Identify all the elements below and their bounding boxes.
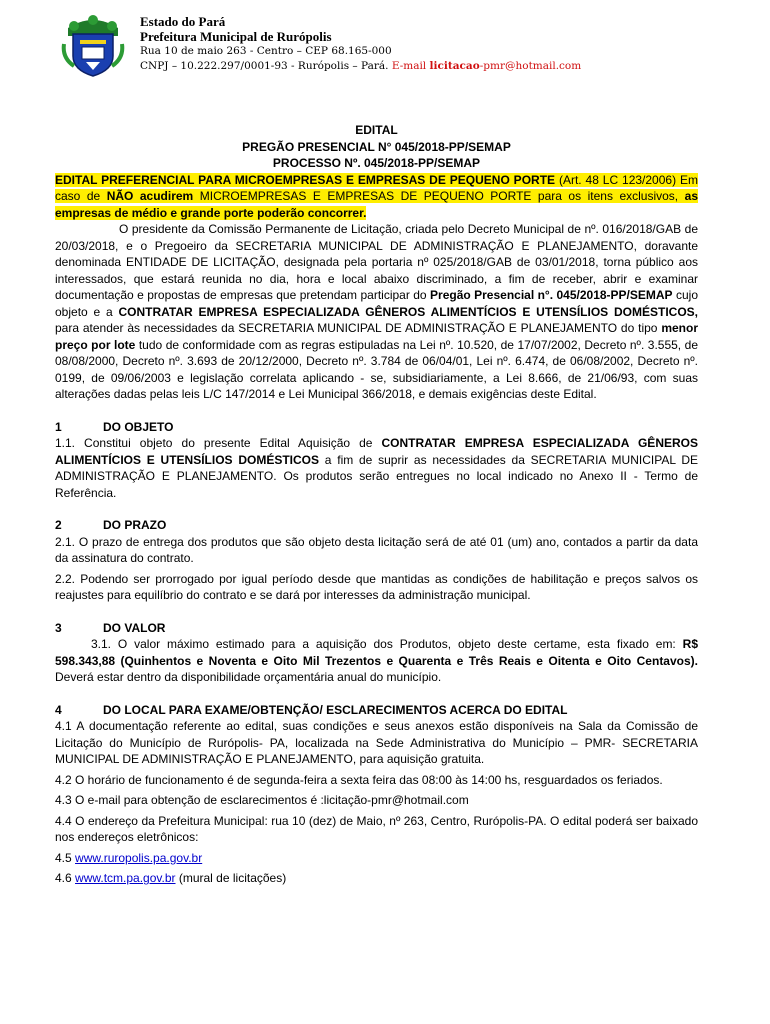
section-1-heading: 1 DO OBJETO <box>55 419 174 434</box>
section-3-text: 3.1. O valor máximo estimado para a aquisição dos Produtos, objeto deste certame, esta fixado em: R$ 598.343,88 (Quinhentos e Noventa e Oito Mil Trezentos e Quarenta e Três Reais e Oitenta e Oito Centavos). Deverá estar dentro da disponibilidade orçamentária anual do município. <box>55 637 698 684</box>
email-rest: -pmr@hotmail.com <box>479 60 582 72</box>
document-body <box>55 122 698 887</box>
ruropolis-link[interactable]: www.ruropolis.pa.gov.br <box>75 850 203 865</box>
section-3-heading: 3 DO VALOR <box>55 620 166 635</box>
email[interactable] <box>392 60 581 72</box>
letterhead <box>60 14 740 78</box>
address: Rua 10 de maio 263 - Centro – CEP 68.165-000 <box>140 45 392 57</box>
section-4-2: 4.2 O horário de funcionamento é de segunda-feira a sexta feira das 08:00 às 14:00 hs, resguardados os feriados. <box>55 772 663 787</box>
section-2-1: 2.1. O prazo de entrega dos produtos que são objeto desta licitação será de até 01 (um) ano, contados a partir da data da assinatura do contrato. <box>55 534 698 565</box>
pregao-title: PREGÃO PRESENCIAL N° 045/2018-PP/SEMAP <box>242 139 511 154</box>
section-4-heading: 4 DO LOCAL PARA EXAME/OBTENÇÃO/ ESCLARECIMENTOS ACERCA DO EDITAL <box>55 702 568 717</box>
intro-paragraph: O presidente da Comissão Permanente de Licitação, criada pelo Decreto Municipal de nº. 016/2018/GAB de 20/03/2018, e o Pregoeiro da SECRETARIA MUNICIPAL DE ADMINISTRAÇÃO E PLANEJAMENTO, doravante denominada ENTIDADE DE LICITAÇÃO, designada pela portaria nº 025/2018/GAB de 03/01/2018, torna público aos interessados, que estará reunida no dia, hora e local abaixo discriminado, a fim de receber, abrir e examinar documentação e propostas de empresas que pretendam participar do Pregão Presencial n°. 045/2018-PP/SEMAP cujo objeto e a CONTRATAR EMPRESA ESPECIALIZADA GÊNEROS ALIMENTÍCIOS E UTENSÍLIOS DOMÉSTICOS, para atender às necessidades da SECRETARIA MUNICIPAL DE ADMINISTRAÇÃO E PLANEJAMENTO do tipo menor preço por lote tudo de conformidade com as regras estipuladas na Lei nº. 10.520, de 17/07/2002, Decreto nº. 3.555, de 08/08/2000, Decreto nº. 3.693 de 20/12/2000, Decreto nº. 3.784 de 06/04/01, Lei nº. 6.474, de 06/08/2002, Decreto nº. 0199, de 09/06/2003 e legislação correlata aplicando - se, subsidiariamente, a Lei 8.666, de 21/06/93, com suas alterações dadas pelas leis L/C 147/2014 e Lei Municipal 366/2018, e demais exigências deste Edital. <box>55 222 698 401</box>
section-4-3: 4.3 O e-mail para obtenção de esclarecimentos é :licitação-pmr@hotmail.com <box>55 793 469 807</box>
city-hall-name: Prefeitura Municipal de Rurópolis <box>140 29 332 44</box>
edital-title: EDITAL <box>355 123 398 137</box>
preferential-notice: EDITAL PREFERENCIAL PARA MICROEMPRESAS E EMPRESAS DE PEQUENO PORTE (Art. 48 LC 123/2006) Em caso de NÃO acudirem MICROEMPRESAS E EMPRESAS DE PEQUENO PORTE para os itens exclusivos, as empresas de médio e grande porte poderão concorrer. <box>55 172 698 220</box>
section-4-1: 4.1 A documentação referente ao edital, suas condições e seus anexos estão disponíveis na Sala da Comissão de Licitação do Município de Rurópolis- PA, localizada na Sede Administrativa do Município – PMR- SECRETARIA MUNICIPAL DE ADMINISTRAÇÃO E PLANEJAMENTO, para aquisição gratuita. <box>55 719 698 766</box>
section-1-text: 1.1. Constitui objeto do presente Edital Aquisição de CONTRATAR EMPRESA ESPECIALIZADA GÊNEROS ALIMENTÍCIOS E UTENSÍLIOS DOMÉSTICOS a fim de suprir as necessidades da SECRETARIA MUNICIPAL DE ADMINISTRAÇÃO E PLANEJAMENTO. Os produtos serão entregues no local indicado no Anexo II - Termo de Referência. <box>55 436 699 500</box>
processo-title: PROCESSO Nº. 045/2018-PP/SEMAP <box>272 156 481 170</box>
cnpj: CNPJ – 10.222.297/0001-93 - Rurópolis – Pará. <box>140 60 389 72</box>
email-label: E-mail <box>391 60 427 72</box>
section-2-2: 2.2. Podendo ser prorrogado por igual período desde que mantidas as condições de habilitação e preços salvos os reajustes para equilíbrio do contrato e se dará por interesses da administração municipal. <box>55 571 698 602</box>
section-4-6: 4.6 www.tcm.pa.gov.br (mural de licitações) <box>55 871 287 885</box>
state-name: Estado do Pará <box>140 14 226 29</box>
section-4-4: 4.4 O endereço da Prefeitura Municipal: rua 10 (dez) de Maio, nº 263, Centro, Rurópolis-PA. O edital poderá ser baixado nos endereços eletrônicos: <box>55 813 698 844</box>
email-bold: licitacao <box>429 60 480 72</box>
municipal-coat-of-arms-icon <box>60 14 126 78</box>
section-4-5: 4.5 www.ruropolis.pa.gov.br <box>55 850 203 865</box>
section-2-heading: 2 DO PRAZO <box>55 518 167 532</box>
cnpj-line <box>140 59 581 74</box>
tcm-link[interactable]: www.tcm.pa.gov.br <box>75 871 176 885</box>
